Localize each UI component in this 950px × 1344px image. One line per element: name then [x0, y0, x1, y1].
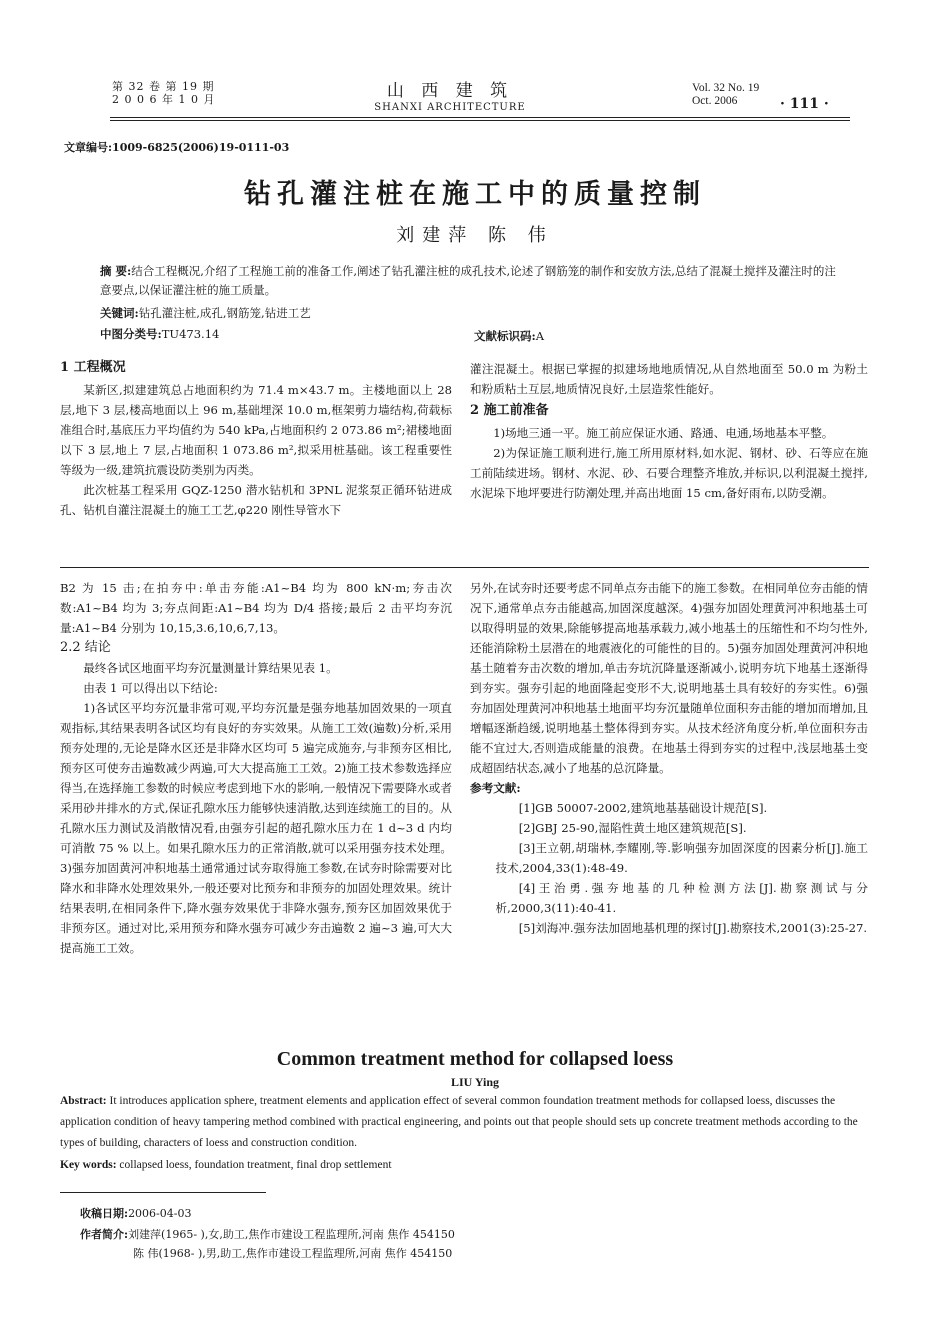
bio-line: 刘建萍(1965- ),女,助工,焦作市建设工程监理所,河南 焦作 454150	[128, 1228, 455, 1241]
document-code	[474, 327, 544, 346]
clc-value: TU473.14	[161, 327, 220, 341]
section-heading: 1 工程概况	[60, 360, 126, 375]
doc-code-label: 文献标识码:	[474, 329, 536, 343]
reference-item: [5]刘海冲.强夯法加固地基机理的探讨[J].勘察技术,2001(3):25-27.	[518, 921, 868, 935]
paragraph: 1)各试区平均夯沉量非常可观,平均夯沉量是强夯地基加固效果的一项直观指标,其结果表明各试区均有良好的夯实效果。从施工工效(遍数)分析,采用预夯处理的,无论是降水区还是非降水区均可 5 遍完成施夯,与非预夯区相比,预夯区可使夯击遍数减少两遍,可大大提高施工工效。2)施工技术参数选择应得当,在选择施工参数的时候应考虑到地下水的影响,一般情况下需要降水或者采用砂井排水的方式,保证孔隙水压力能够快速消散,达到连续施工的目的。从孔隙水压力测试及消散情况看,由强夯引起的超孔隙水压力在 1 d~3 d 内均可消散 75 % 以上。如果孔隙水压力的正常消散,就可以采用强夯技术处理。3)强夯加固黄河冲积地基土通常通过试夯取得施工参数,在试夯时除需要对比降水和非降水处理效果外,一般还要对比预夯和非预夯的加固处理效果。统计结果表明,在相同条件下,降水强夯效果优于非降水强夯,预夯区加固效果优于非预夯区。通过对比,采用预夯和降水强夯可减少夯击遍数 2 遍~3 遍,可大大提高施工工效。	[60, 701, 452, 955]
header-rule-top	[110, 117, 850, 118]
abstract	[100, 262, 840, 300]
volume-issue-en: Vol. 32 No. 19	[692, 82, 760, 94]
footnote-rule	[60, 1192, 266, 1193]
author-bio	[80, 1225, 455, 1244]
english-abstract	[60, 1091, 865, 1154]
section-heading: 2 施工前准备	[470, 403, 549, 418]
references-list	[470, 798, 868, 938]
journal-name-cn: 山 西 建 筑	[386, 81, 514, 101]
article-authors: 刘建萍 陈 伟	[396, 225, 554, 246]
paragraph: 另外,在试夯时还要考虑不同单点夯击能下的施工参数。在相同单位夯击能的情况下,通常单点夯击能越高,加固深度越深。4)强夯加固处理黄河冲积地基土可以取得明显的效果,除能够提高地基承载力,减小地基土的压缩性和不均匀性外,还能消除粉土层潜在的地震液化的可能性的目的。5)强夯加固处理黄河冲积地基土随着夯击次数的增加,单击夯坑沉降量逐渐减小,说明夯坑下地基土逐渐得到夯实。强夯引起的地面隆起变形不大,说明地基土具有较好的夯实性。6)强夯加固处理黄河冲积地基土地面平均夯沉量随单位面积夯击能的增加而增加,且增幅逐渐趋缓,说明地基土整体得到夯实。从技术经济角度分析,单位面积夯击能不宜过大,否则造成能量的浪费。在地基土得到夯实的过程中,浅层地基土变成超固结状态,减小了地基的总沉降量。	[470, 581, 868, 775]
keywords-label: 关键词:	[100, 306, 139, 320]
bio-label: 作者简介:	[80, 1228, 129, 1241]
doc-code-value: A	[535, 329, 545, 343]
paragraph: 此次桩基工程采用 GQZ-1250 潜水钻机和 3PNL 泥浆泵正循环钻进成孔、钻机自灌注混凝土的施工工艺,φ220 刚性导管水下	[60, 483, 452, 517]
paragraph: 1)场地三通一平。施工前应保证水通、路通、电通,场地基本平整。	[493, 426, 834, 440]
subsection-heading: 2.2 结论	[60, 640, 111, 655]
left-column-top	[60, 356, 452, 520]
paragraph: 灌注混凝土。根据已掌握的拟建场地地质情况,从自然地面至 50.0 m 为粉土和粉质粘土互层,地质情况良好,土层造浆性能好。	[470, 362, 868, 396]
volume-issue: 第 32 卷 第 19 期	[112, 80, 215, 93]
paragraph: 由表 1 可以得出以下结论:	[83, 681, 218, 695]
journal-name	[330, 76, 570, 113]
reference-item: [3]王立朝,胡瑞林,李耀刚,等.影响强夯加固深度的因素分析[J].施工技术,2004,33(1):48-49.	[495, 841, 868, 875]
journal-issue-cn	[112, 80, 215, 106]
paragraph: B2 为 15 击;在拍夯中:单击夯能:A1~B4 均为 800 kN·m;夯击次数:A1~B4 均为 3;夯点间距:A1~B4 均为 D/4 搭接;最后 2 击平均夯沉量:A1~B4 分别为 10,15,3.6,10,6,7,13。	[60, 581, 452, 635]
paragraph: 最终各试区地面平均夯沉量测量计算结果见表 1。	[83, 661, 338, 675]
article-number: 文章编号:1009-6825(2006)19-0111-03	[64, 141, 290, 154]
clc-label: 中图分类号:	[100, 327, 162, 341]
issue-date: 2 0 0 6 年 1 0 月	[112, 93, 216, 106]
received-value: 2006-04-03	[128, 1207, 192, 1220]
reference-item: [1]GB 50007-2002,建筑地基基础设计规范[S].	[518, 801, 768, 815]
right-column-bottom	[470, 578, 868, 938]
abstract-text: 结合工程概况,介绍了工程施工前的准备工作,阐述了钻孔灌注桩的成孔技术,论述了钢筋笼的制作和安放方法,总结了混凝土搅拌及灌注时的注意要点,以保证灌注桩的施工质量。	[100, 264, 836, 297]
classification	[100, 325, 219, 344]
issue-date-en: Oct. 2006	[692, 95, 738, 107]
reference-item: [4]王治勇.强夯地基的几种检测方法[J].勘察测试与分析,2000,3(11):40-41.	[495, 881, 868, 915]
received-date	[80, 1204, 191, 1223]
journal-name-en: SHANXI ARCHITECTURE	[374, 102, 526, 113]
article-title: 钻孔灌注桩在施工中的质量控制	[244, 179, 706, 210]
keywords-text: 钻孔灌注桩,成孔,钢筋笼,钻进工艺	[138, 306, 311, 320]
journal-issue-en	[692, 82, 759, 108]
paragraph: 某新区,拟建建筑总占地面积约为 71.4 m×43.7 m。主楼地面以上 28 层,地下 3 层,楼高地面以上 96 m,基础埋深 10.0 m,框架剪力墙结构,荷载标准组合时,基底压力平均值约为 540 kPa,占地面积约 2 073.86 m²;裙楼地面以下 3 层,地上 7 层,占地面积 1 073.86 m²,拟采用桩基础。该工程重要性等级为一级,建筑抗震设防类别为丙类。	[60, 383, 452, 477]
english-keywords	[60, 1155, 865, 1176]
english-abstract-label: Abstract:	[60, 1095, 107, 1107]
header-rule-bottom	[110, 120, 850, 121]
abstract-label: 摘 要:	[100, 264, 132, 278]
article-separator	[60, 567, 869, 568]
reference-item: [2]GBJ 25-90,湿陷性黄土地区建筑规范[S].	[518, 821, 747, 835]
received-label: 收稿日期:	[80, 1207, 129, 1220]
english-title: Common treatment method for collapsed loess	[276, 1048, 674, 1070]
page-number: · 111 ·	[780, 96, 829, 112]
left-column-bottom	[60, 578, 452, 958]
english-author: LIU Ying	[450, 1075, 500, 1089]
references-heading: 参考文献:	[470, 781, 521, 795]
english-keywords-text: collapsed loess, foundation treatment, final drop settlement	[116, 1159, 392, 1171]
paragraph: 2)为保证施工顺利进行,施工所用原材料,如水泥、钢材、砂、石等应在施工前陆续进场。钢材、水泥、砂、石要合理整齐堆放,并标识,以利混凝土搅拌,水泥垛下地坪要进行防潮处理,并高出地面 15 cm,备好雨布,以防受潮。	[470, 446, 868, 500]
right-column-top	[470, 359, 868, 503]
keywords	[100, 304, 840, 323]
english-keywords-label: Key words:	[60, 1159, 117, 1171]
bio-line: 陈 伟(1968- ),男,助工,焦作市建设工程监理所,河南 焦作 454150	[133, 1247, 453, 1260]
english-abstract-text: It introduces application sphere, treatment elements and application effect of several common foundation treatment methods for collapsed loess, discusses the application condition of heavy tampering method combined with practical engineering, and points out that people should sets up concrete treatment methods according to the types of building, characters of loess and construction condition.	[60, 1095, 858, 1149]
